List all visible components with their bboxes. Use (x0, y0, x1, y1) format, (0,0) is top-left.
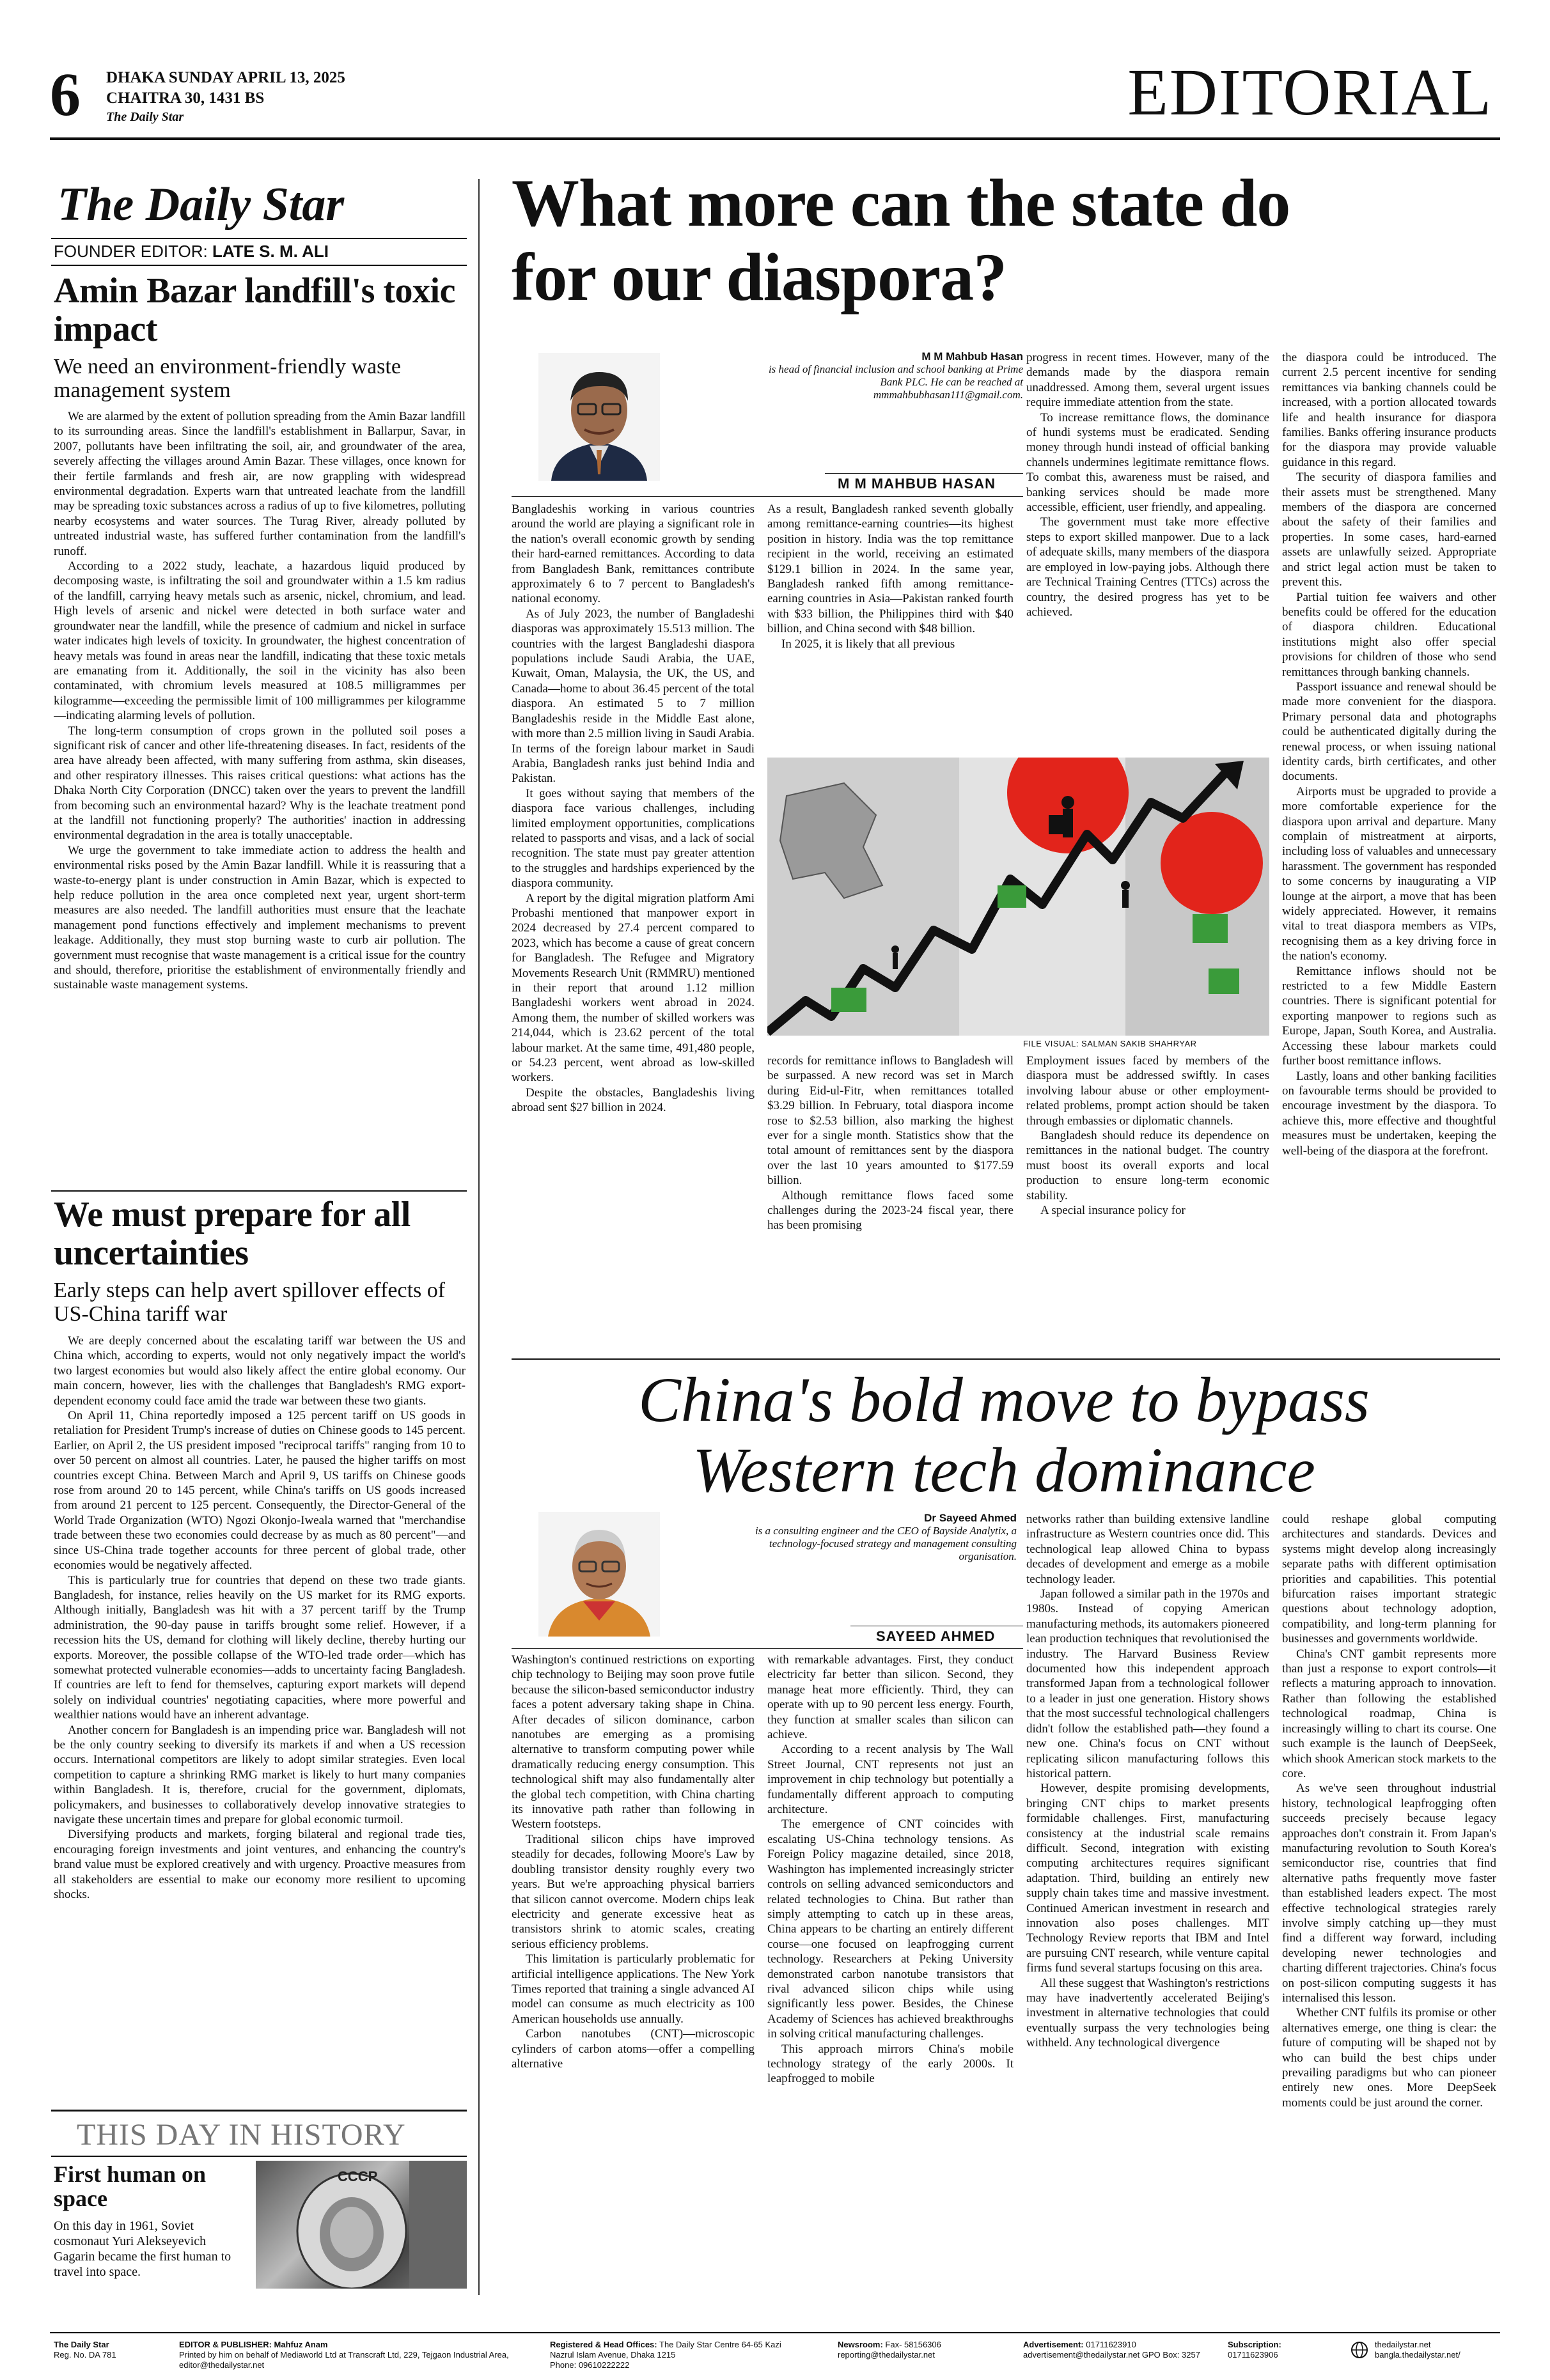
paragraph: On April 11, China reportedly imposed a 125 percent tariff on US goods in retaliation for President Trump's increase of duties on Chinese goods to 145 percent. Earlier, on April 2, the US president imposed "reciprocal tariffs" ranging from 10 to over 50 percent on almost all countries. Later, he paused the higher tariffs on most countries except China. Between March and April 9, US tariffs on Chinese goods rose from around 20 to 145 percent, while China's tariffs on US goods increased from around 21 percent to 125 percent. Consequently, the Director-General of the World Trade Organization (WTO) Ngozi Okonjo-Iweala warned that "merchandise trade between these two economies could decrease by as much as 80 percent"—and since US-China trade together accounts for three percent of global trade, other economies would be negatively affected. (54, 1409, 466, 1573)
author1-photo (538, 353, 660, 481)
paragraph: We are deeply concerned about the escalating tariff war between the US and China which, according to experts, would not only negatively impact the world's two largest economies but would also likely affect the entire global economy. Our main concern, however, lies with the challenges that Bangladesh's RMG export-dependent economy could face amid the trade war between these two giants. (54, 1334, 466, 1408)
small-logo: The Daily Star (106, 110, 184, 124)
footer-newsroom-label: Newsroom: (838, 2340, 883, 2349)
date-line: DHAKA SUNDAY APRIL 13, 2025 (106, 69, 345, 86)
section-title: EDITORIAL (1127, 56, 1492, 129)
paragraph: progress in recent times. However, many of the demands made by the diaspora remain unaddressed. Among them, several urgent issues require immediate attention from the state. (1026, 351, 1269, 410)
paragraph: We are alarmed by the extent of pollution spreading from the Amin Bazar landfill to its surrounding areas. Since the landfill's establishment in Ballarpur, Savar, in 2007, pollutants have been infiltrating the soil, air, and groundwater of the area, severely affecting the villages around Amin Bazar. These villages, once known for their fertile farmlands and fresh air, are now grappling with widespread environmental degradation. Experts warn that untreated leachate from the landfill may be spreading toxic substances across a radius of up to five kilometres, polluting nearby ecosystems and water sources. The Turag River, already polluted by untreated industrial waste, has suffered further contamination from the landfill's runoff. (54, 410, 466, 558)
paragraph: Lastly, loans and other banking facilities on favourable terms should be provided to encourage investment by the diaspora. To achieve this, more effective and thoughtful measures must be undertaken, keeping the well-being of the diaspora at the forefront. (1282, 1069, 1496, 1158)
paragraph: However, despite promising developments, bringing CNT chips to market presents formidable challenges. First, manufacturing consistency at the industrial scale remains difficult. Second, integration with existing computing architectures requires significant adaptation. Third, building an entirely new supply chain takes time and massive investment. Continued American investment in research and innovation also poses challenges. MIT Technology Review reports that IBM and Intel are pursuing CNT research, while venture capital firms fund several startups focusing on this area. (1026, 1782, 1269, 1975)
footer-sub-label: Subscription: (1228, 2340, 1281, 2349)
page-number: 6 (50, 60, 81, 128)
footer-newsroom (838, 2340, 998, 2360)
article1-col4 (1282, 350, 1496, 1348)
globe-icon (1350, 2341, 1368, 2359)
author1-bio (767, 350, 1023, 401)
paragraph: networks rather than building extensive landline infrastructure as Western countries once did. This technological leap allowed China to bypass decades of development and emerge as a mobile technology leader. (1026, 1513, 1269, 1586)
svg-text:CCCP: CCCP (338, 2168, 378, 2184)
article1-col3-bottom (1026, 1054, 1269, 1344)
article1-col2-bottom (767, 1054, 1014, 1344)
paragraph: According to a recent analysis by The Wall Street Journal, CNT represents not just an improvement in chip technology but potentially a fundamentally different approach to computing architecture. (767, 1743, 1014, 1817)
paragraph: As of July 2023, the number of Bangladeshi diasporas was approximately 15.513 million. The countries with the largest Bangladeshi diaspora populations include Saudi Arabia, the UAE, Kuwait, Oman, Malaysia, the UK, the US, and Canada—home to about 36.45 percent of the total diaspora. An estimated 5 to 7 million Bangladeshis reside in the Middle East alone, with more than 2.5 million living in Saudi Arabia. In terms of the foreign labour market in Saudi Arabia, Bangladesh ranks just behind India and Pakistan. (512, 607, 755, 786)
paragraph: This approach mirrors China's mobile technology strategy of the early 2000s. It leapfrogged to mobile (767, 2042, 1014, 2086)
paragraph: Bangladeshis working in various countries around the world are playing a significant role in the nation's overall economic growth by sending their hard-earned remittances. According to data from Bangladesh Bank, remittances contribute approximately 6 to 7 percent to Bangladesh's national economy. (512, 502, 755, 606)
article2-col1 (512, 1653, 755, 2292)
paragraph: We urge the government to take immediate action to address the health and environmental risks posed by the Amin Bazar landfill. While it is reassuring that a waste-to-energy plant is under construction in Amin Bazar, which is expected to help reduce pollution in the area once completed next year, urgent short-term measures are also needed. The landfill authorities must ensure that the leachate management pond functions effectively and implement mechanisms to prevent leakage. Additionally, they must stop burning waste to curb air pollution. The government must recognise that waste management is a critical issue for the country and should, therefore, prioritise the establishment of environmentally friendly and sustainable waste management systems. (54, 843, 466, 992)
footer-web (1375, 2340, 1503, 2360)
article2-byline: SAYEED AHMED (876, 1628, 996, 1644)
editorial2-headline: We must prepare for all uncertainties (54, 1195, 411, 1273)
history-text: On this day in 1961, Soviet cosmonaut Yuri Alekseyevich Gagarin became the first human to travel into space. (54, 2219, 231, 2279)
editorial2-body (54, 1334, 466, 2094)
paragraph: records for remittance inflows to Bangladesh will be surpassed. A new record was set in March during Eid-ul-Fitr, when remittances totalled $3.29 billion. In February, total diaspora income rose to $2.53 billion, also marking the highest ever for a single month. Statistics show that the total amount of remittances sent by the diaspora over the last 10 years amounted to $177.59 billion. (767, 1054, 1014, 1188)
paragraph: This limitation is particularly problematic for artificial intelligence applications. The New York Times reported that training a single advanced AI model can consume as much electricity as 100 American households use annually. (512, 1952, 755, 2026)
paragraph: Bangladesh should reduce its dependence on remittances in the national budget. The country must boost its overall exports and local production to ensure long-term economic stability. (1026, 1129, 1269, 1202)
paragraph: The security of diaspora families and their assets must be strengthened. Many members of the diaspora are concerned about the safety of their families and properties. In some cases, hard-earned assets are unlawfully seized. Appropriate and strict legal action must be taken to prevent this. (1282, 471, 1496, 589)
paragraph: Partial tuition fee waivers and other benefits could be offered for the education of diaspora children. Educational institutions might also offer special provisions for children of those who send remittances through banking channels. (1282, 590, 1496, 679)
paragraph: Whether CNT fulfils its promise or other alternatives emerge, one thing is clear: the future of computing will be shaped not by who can build the best chips under prevailing paradigms but who can pioneer entirely new ones. More DeepSeek moments could be just around the corner. (1282, 2006, 1496, 2110)
footer-office-address: The Daily Star Centre 64-65 Kazi Nazrul Islam Avenue, Dhaka 1215 (550, 2340, 781, 2360)
author2-photo (538, 1512, 660, 1637)
footer-web-bangla-link[interactable]: bangla.thedailystar.net/ (1375, 2350, 1460, 2360)
footer-paper (54, 2340, 162, 2360)
paragraph: The emergence of CNT coincides with escalating US-China technology tensions. As Foreign Policy magazine detailed, since 2018, Washington has implemented increasingly stricter controls on selling advanced semiconductors and related technologies to China. But rather than simply attempting to catch up in these areas, China appears to be charting an entirely different course—one focused on leapfrogging current technology. Researchers at Peking University demonstrated carbon nanotube transistors that rival advanced silicon chips while using significantly less power. Besides, the Chinese Academy of Sciences has achieved breakthroughs in solving critical manufacturing challenges. (767, 1817, 1014, 2041)
paragraph: A report by the digital migration platform Ami Probashi mentioned that manpower export in 2024 decreased by 27.4 percent compared to 2023, which has become a cause of great concern for Bangladesh. The Refugee and Migratory Movements Research Unit (RMMRU) mentioned in their report that around 1.12 million Bangladeshi workers went abroad in 2024. Among them, the number of skilled workers was 214,044, which is 23.62 percent of the total labour market. At the same time, 491,480 people, or 54.23 percent, went abroad as low-skilled workers. (512, 891, 755, 1085)
article-divider (512, 1358, 1500, 1360)
article1-col1 (512, 502, 755, 1344)
founder-editor (54, 242, 329, 261)
paragraph: The long-term consumption of crops grown in the polluted soil poses a significant risk of cancer and other life-threatening diseases. In fact, residents of the area have already been affected, with many suffering from asthma, skin diseases, and other respiratory illnesses. This raises critical questions: what actions has the Dhaka North City Corporation (DNCC) taken over the years to prevent the landfill from becoming such an environmental hazard? Why is the leachate treatment pond at the landfill not functioning properly? The authorities' inaction in addressing environmental degradation in the area is totally unacceptable. (54, 724, 466, 843)
footer-office (550, 2340, 806, 2370)
paragraph: This is particularly true for countries that depend on these two trade giants. Bangladesh, for instance, relies heavily on the US market for its RMG exports. Although initially, Bangladesh was hit with a 37 percent tariff by the Trump administration, the 90-day pause in tariffs brought some relief. However, if a recession hits the US, demand for clothing will likely decline, thereby hurting our exports. Moreover, the possible collapse of the WTO-led trade order—which has somewhat protected vulnerable economies—adds to uncertainty facing Bangladesh. If countries are left to fend for themselves, capturing export markets will depend solely on individual countries' negotiating capacities, where more powerful and wealthier nations would have an inherent advantage. (54, 1573, 466, 1722)
article1-col2-top (767, 502, 1014, 754)
footer-reg: Reg. No. DA 781 (54, 2350, 116, 2360)
footer-phone: Phone: 09610222222 (550, 2360, 630, 2370)
footer-office-label: Registered & Head Offices: (550, 2340, 657, 2349)
article1-col3-top (1026, 350, 1269, 727)
paragraph: Carbon nanotubes (CNT)—microscopic cylinders of carbon atoms—offer a compelling alternative (512, 2027, 755, 2071)
paragraph: It goes without saying that members of the diaspora face various challenges, including limited employment opportunities, complications related to passports and visas, and a lack of social recognition. The state must pay greater attention to the struggles and hardships experienced by the diaspora community. (512, 786, 755, 891)
paragraph: Although remittance flows faced some challenges during the 2023-24 fiscal year, there has been promising (767, 1188, 1014, 1233)
paragraph: Japan followed a similar path in the 1970s and 1980s. Instead of copying American manufacturing methods, its automakers pioneered lean production techniques that revolutionised the industry. The Harvard Business Review documented how this independent approach transformed Japan from a technological follower to a leader in just one generation. History shows that the most successful technological challengers didn't follow the established path—they found a new one. China's focus on CNT without replicating silicon manufacturing follows this historical pattern. (1026, 1587, 1269, 1780)
gagarin-photo (256, 2161, 467, 2289)
paragraph: Diversifying products and markets, forging bilateral and regional trade ties, encouraging foreign investments and joint ventures, and enhancing the country's brand value must be explored creatively and with urgency. Proactive measures from all stakeholders are essential to make our economy more resilient to upcoming shocks. (54, 1828, 466, 1902)
paragraph: Passport issuance and renewal should be made more convenient for the diaspora. Primary personal data and photographs could be authenticated digitally during the renewal process, or when issuing national identity cards, birth certificates, and other documents. (1282, 680, 1496, 784)
footer-newsroom-contact: Fax- 58156306 reporting@thedailystar.net (838, 2340, 941, 2360)
paragraph: In 2025, it is likely that all previous (781, 637, 955, 651)
sidebar-logo: The Daily Star (58, 178, 345, 231)
author2-bio (748, 1512, 1017, 1563)
byline1-rule (512, 496, 1023, 497)
history-rule-top (51, 2110, 467, 2112)
founder-rule (51, 265, 467, 266)
footer-web-link[interactable]: thedailystar.net (1375, 2340, 1431, 2349)
paragraph: with remarkable advantages. First, they conduct electricity far better than silicon. Second, they manage heat more efficiently. Third, they can operate with up to 90 percent less energy. Fourth, they function at smaller scales than silicon can achieve. (767, 1653, 1014, 1742)
editorial2-deck: Early steps can help avert spillover effects of US-China tariff war (54, 1279, 446, 1326)
bangla-date: CHAITRA 30, 1431 BS (106, 89, 265, 107)
founder-editor-label: FOUNDER EDITOR: (54, 242, 208, 261)
article2-headline: China's bold move to bypass Western tech dominance (638, 1364, 1370, 1505)
history-rule-bottom (51, 2156, 467, 2157)
article2-col3 (1026, 1512, 1269, 2292)
paragraph: As a result, Bangladesh ranked seventh globally among remittance-earning countries—its highest position in history. India was the top remittance recipient in the world, receiving an estimated $129.1 billion in 2024. In the same year, Bangladesh ranked fifth among remittance-earning countries in Asia—Pakistan ranked fourth with $33 billion, the Philippines third with $40 billion, and China second with $48 billion. (767, 502, 1014, 636)
footer-paper-name: The Daily Star (54, 2340, 109, 2349)
image-credit: FILE VISUAL: SALMAN SAKIB SHAHRYAR (1023, 1039, 1197, 1048)
author1-bio-text: is head of financial inclusion and school banking at Prime Bank PLC. He can be reached at mmmahbubhasan111@gmail.com. (768, 363, 1023, 401)
paragraph: could reshape global computing architectures and standards. Devices and systems might develop along increasingly separate paths with different optimisation priorities and capabilities. This potential bifurcation raises important strategic questions about technology adoption, compatibility, and long-term planning for businesses and governments worldwide. (1282, 1513, 1496, 1646)
paragraph: Airports must be upgraded to provide a more comfortable experience for the diaspora upon arrival and departure. Many complain of mistreatment at airports, including loss of valuables and unnecessary harassment. The government has responded to some concerns by inaugurating a VIP lounge at the airport, a move that has been widely appreciated. However, it remains vital to treat diaspora members as VIPs, recognising them as a key driving force in the nation's economy. (1282, 784, 1496, 963)
paragraph: The government must take more effective steps to export skilled manpower. Due to a lack of adequate skills, many members of the diaspora are employed in low-paying jobs. Although there are Technical Training Centres (TTCs) across the country, the desired progress has yet to be achieved. (1026, 515, 1269, 619)
footer-ad-contact: 01711623910 advertisement@thedailystar.net GPO Box: 3257 (1023, 2340, 1200, 2360)
paragraph: Traditional silicon chips have improved steadily for decades, following Moore's Law by doubling transistor density roughly every two years. But we're approaching physical barriers that silicon cannot overcome. Modern chips leak electricity and generate excessive heat as transistors shrink to atomic scales, creating serious efficiency problems. (512, 1832, 755, 1951)
byline2-rule (512, 1648, 1023, 1649)
footer-sub-contact: 01711623906 (1228, 2350, 1278, 2360)
byline1-rule-top (825, 473, 1023, 474)
footer-printed: Printed by him on behalf of Mediaworld Ltd at Transcraft Ltd, 229, Tejgaon Industrial Area, editor@thedailystar.net (179, 2350, 509, 2370)
editorial1-headline: Amin Bazar landfill's toxic impact (54, 271, 455, 349)
footer-subscription (1228, 2340, 1324, 2360)
article1-headline: What more can the state do for our diaspora? (512, 166, 1290, 315)
paragraph: Remittance inflows should not be restricted to a few Middle Eastern countries. There is significant potential for exporting manpower to regions such as Europe, Japan, South Korea, and Australia. Accessing these labour markets could further boost remittance inflows. (1282, 964, 1496, 1068)
author1-bio-name: M M Mahbub Hasan (921, 350, 1023, 362)
footer-rule (50, 2332, 1500, 2333)
footer-ad-label: Advertisement: (1023, 2340, 1084, 2349)
paragraph: China's CNT gambit represents more than just a response to export controls—it reflects a maturing approach to innovation. Rather than following the established technological roadmap, China is increasingly willing to chart its course. One such example is the launch of DeepSeek, which shook American stock markets to the core. (1282, 1647, 1496, 1780)
paragraph: To increase remittance flows, the dominance of hundi systems must be eradicated. Sending money through hundi instead of official banking channels undermines legitimate remittance flows. To combat this, awareness must be raised, and banking services should be made more accessible, efficient, user friendly, and appealing. (1026, 410, 1269, 515)
editorial1-body (54, 409, 466, 1176)
history-title: THIS DAY IN HISTORY (77, 2118, 406, 2152)
article2-col4 (1282, 1512, 1496, 2292)
paragraph: Employment issues faced by members of the diaspora must be addressed swiftly. In cases involving labour abuse or other employment-related problems, prompt action should be taken through embassies or diplomatic channels. (1026, 1054, 1269, 1128)
history-headline: First human on space (54, 2161, 207, 2211)
article1-byline: M M MAHBUB HASAN (838, 476, 996, 492)
masthead-rule (50, 137, 1500, 140)
editorial-divider (51, 1190, 467, 1192)
paragraph: All these suggest that Washington's restrictions may have inadvertently accelerated Beijing's investment in alternative technologies that could eventually surpass the very technologies being withheld. Any technological divergence (1026, 1976, 1269, 2050)
paragraph: Another concern for Bangladesh is an impending price war. Bangladesh will not be the only country seeking to diversify its markets if and when a US recession occurs. International competitors are likely to adopt similar strategies. Even local competition to capture a shrinking RMG market is likely to hurt many companies within Bangladesh. It is, therefore, crucial for the government, diplomats, policymakers, and businesses to collaboratively develop innovative strategies to navigate these uncertain times and prepare for global economic turmoil. (54, 1723, 466, 1826)
diaspora-illustration (767, 758, 1269, 1036)
article2-col2 (767, 1653, 1014, 2292)
paragraph: Despite the obstacles, Bangladeshis living abroad sent $27 billion in 2024. (512, 1085, 755, 1115)
paragraph: A special insurance policy for (1040, 1204, 1186, 1218)
author2-bio-name: Dr Sayeed Ahmed (924, 1512, 1017, 1524)
editorial1-deck: We need an environment-friendly waste management system (54, 355, 401, 402)
author2-bio-text: is a consulting engineer and the CEO of Bayside Analytix, a technology-focused strategy and management consulting organisation. (755, 1525, 1017, 1562)
paragraph: the diaspora could be introduced. The current 2.5 percent incentive for sending remittances via banking channels could be increased, with a portion allocated towards life and health insurance for diaspora families. Banks offering insurance products for the diaspora may provide valuable guidance in this regard. (1282, 351, 1496, 469)
founder-editor-name: LATE S. M. ALI (212, 242, 329, 261)
footer-editor-name: EDITOR & PUBLISHER: Mahfuz Anam (179, 2340, 328, 2349)
paragraph: Washington's continued restrictions on exporting chip technology to Beijing may soon prove futile because the silicon-based semiconductor industry faces a potent adversary taking shape in China. After decades of silicon dominance, carbon nanotubes are emerging as a promising alternative to transform computing power while dramatically reducing energy consumption. This technological shift may also fundamentally alter the global tech competition, with China charting its innovative path rather than following in Western footsteps. (512, 1653, 755, 1832)
paragraph: According to a 2022 study, leachate, a hazardous liquid produced by decomposing waste, is infiltrating the soil and groundwater within a 1.5 km radius of the landfill, carrying heavy metals such as arsenic, nickel, chromium, and lead. High levels of arsenic and nickel were detected in both surface water and groundwater near the landfill, while the presence of cadmium and nickel in surface water indicates high levels of toxicity. In groundwater, the highest concentration of heavy metals was found in areas near the landfill, indicating that these toxic metals are emanating from it. Additionally, the soil in the vicinity has also been contaminated, with chromium levels measured at 108.5 milligrammes per kilogramme—exceeding the permissible limit of 100 milligrammes per kilogramme—indicating alarming levels of pollution. (54, 559, 466, 723)
footer-editor (179, 2340, 512, 2370)
sidebar-divider (478, 179, 480, 2295)
logo-rule (51, 238, 467, 239)
paragraph: As we've seen throughout industrial history, technological leapfrogging often succeeds precisely because legacy approaches don't constrain it. From Japan's manufacturing revolution to South Korea's semiconductor rise, countries that find alternative paths frequently move faster than established leaders expect. The most effective technological strategies rarely involve simply catching up—they must find a different way forward, including developing newer technologies and charting different trajectories. China's focus on post-silicon computing suggests it has internalised this lesson. (1282, 1782, 1496, 2005)
footer-advertisement (1023, 2340, 1209, 2360)
